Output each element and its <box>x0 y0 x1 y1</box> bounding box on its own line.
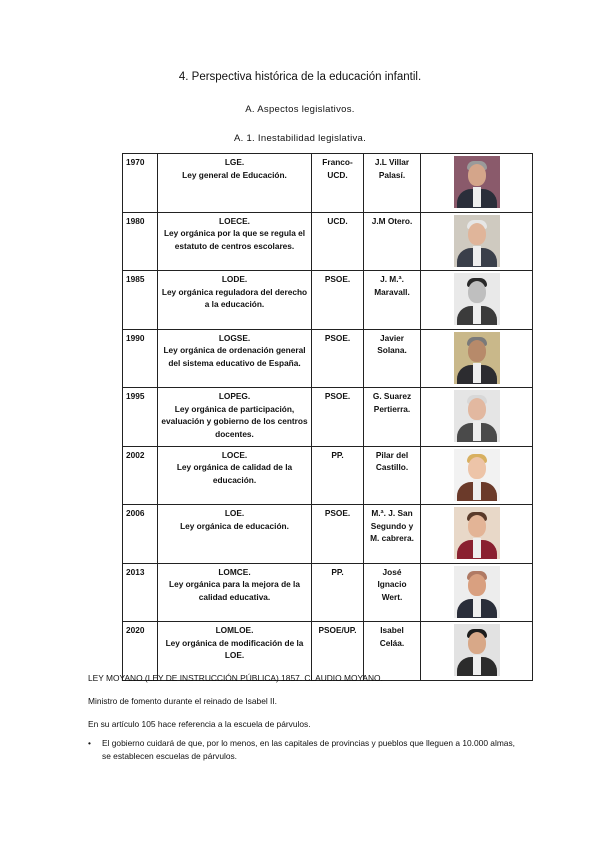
law-code: LODE. <box>221 274 248 284</box>
minister-portrait <box>454 273 500 325</box>
law-minister: Isabel Celáa. <box>364 622 421 681</box>
law-row <box>123 154 533 213</box>
law-year: 2002 <box>123 446 158 505</box>
law-party: PP. <box>312 446 364 505</box>
law-row <box>123 563 533 622</box>
law-cell <box>158 505 312 564</box>
law-party: UCD. <box>312 212 364 271</box>
law-cell <box>158 271 312 330</box>
law-year: 1995 <box>123 388 158 447</box>
law-party: PSOE. <box>312 505 364 564</box>
law-cell <box>158 622 312 681</box>
law-row <box>123 622 533 681</box>
law-cell <box>158 212 312 271</box>
minister-portrait <box>454 156 500 208</box>
law-minister: J.L Villar Palasí. <box>364 154 421 213</box>
law-cell <box>158 388 312 447</box>
law-party: PSOE. <box>312 329 364 388</box>
law-name: Ley orgánica reguladora del derecho a la educación. <box>161 286 308 309</box>
law-year: 1990 <box>123 329 158 388</box>
law-party: PSOE. <box>312 271 364 330</box>
minister-portrait <box>454 449 500 501</box>
law-minister: Pilar del Castillo. <box>364 446 421 505</box>
law-minister: Javier Solana. <box>364 329 421 388</box>
law-photo-cell <box>421 622 533 681</box>
law-year: 2020 <box>123 622 158 681</box>
law-row <box>123 505 533 564</box>
law-row <box>123 212 533 271</box>
law-photo-cell <box>421 329 533 388</box>
law-minister: J. M.ª. Maravall. <box>364 271 421 330</box>
law-party: PSOE/UP. <box>312 622 364 681</box>
law-minister: José Ignacio Wert. <box>364 563 421 622</box>
law-code: LOMCE. <box>218 566 251 577</box>
law-cell <box>158 563 312 622</box>
laws-table <box>122 153 533 681</box>
section-title: 4. Perspectiva histórica de la educación infantil. <box>178 71 422 83</box>
law-photo-cell <box>421 271 533 330</box>
law-year: 2006 <box>123 505 158 564</box>
law-minister: M.ª. J. San Segundo y M. cabrera. <box>364 505 421 564</box>
minister-portrait <box>454 624 500 676</box>
minister-portrait <box>454 215 500 267</box>
bullet-item <box>88 737 522 763</box>
law-row <box>123 271 533 330</box>
moyano-description: Ministro de fomento durante el reinado de Isabel II. <box>88 696 278 706</box>
law-row <box>123 329 533 388</box>
law-name: Ley orgánica de educación. <box>180 520 289 531</box>
minister-portrait <box>454 332 500 384</box>
law-code: LOPEG. <box>218 391 251 401</box>
law-photo-cell <box>421 212 533 271</box>
bullet-text: El gobierno cuidará de que, por lo menos, en las capitales de provincias y pueblos que lleguen a 10.000 almas, se establecen escuelas de párvulos. <box>102 738 515 761</box>
law-name: Ley general de Educación. <box>182 169 287 180</box>
law-party: PSOE. <box>312 388 364 447</box>
minister-portrait <box>454 507 500 559</box>
law-party: PP. <box>312 563 364 622</box>
law-year: 1985 <box>123 271 158 330</box>
law-year: 1970 <box>123 154 158 213</box>
law-code: LGE. <box>224 157 245 167</box>
law-cell <box>158 154 312 213</box>
law-name: Ley orgánica de participación, evaluación y gobierno de los centros docentes. <box>161 403 308 439</box>
law-party: Franco-UCD. <box>312 154 364 213</box>
law-photo-cell <box>421 505 533 564</box>
laws-table-body <box>123 154 533 681</box>
section-subheading: A. 1. Inestabilidad legislativa. <box>233 133 367 144</box>
law-cell <box>158 446 312 505</box>
law-name: Ley orgánica de calidad de la educación. <box>176 462 293 485</box>
section-subtitle: A. Aspectos legislativos. <box>245 104 355 115</box>
law-code: LOE. <box>224 508 245 518</box>
law-photo-cell <box>421 563 533 622</box>
law-name: Ley orgánica de modificación de la LOE. <box>165 637 304 660</box>
law-cell <box>158 329 312 388</box>
law-photo-cell <box>421 154 533 213</box>
law-code: LOECE. <box>219 215 250 226</box>
law-name: Ley orgánica por la que se regula el estatuto de centros escolares. <box>163 228 306 251</box>
minister-portrait <box>454 390 500 442</box>
law-row <box>123 446 533 505</box>
law-code: LOCE. <box>221 449 248 460</box>
law-photo-cell <box>421 446 533 505</box>
law-year: 1980 <box>123 212 158 271</box>
law-photo-cell <box>421 388 533 447</box>
article-105-text: En su artículo 105 hace referencia a la escuela de párvulos. <box>88 719 311 729</box>
law-year: 2013 <box>123 563 158 622</box>
law-name: Ley orgánica de ordenación general del sistema educativo de España. <box>163 345 306 368</box>
law-minister: G. Suarez Pertierra. <box>364 388 421 447</box>
bullet-icon: • <box>88 738 91 748</box>
law-code: LOMLOE. <box>215 625 254 635</box>
law-name: Ley orgánica para la mejora de la calidad educativa. <box>169 579 300 602</box>
moyano-law-heading: LEY MOYANO (LEY DE INSTRUCCIÓN PÚBLICA) 1857. CLAUDIO MOYANO. <box>88 673 383 683</box>
minister-portrait <box>454 566 500 618</box>
law-row <box>123 388 533 447</box>
law-code: LOGSE. <box>218 332 251 343</box>
law-minister: J.M Otero. <box>364 212 421 271</box>
